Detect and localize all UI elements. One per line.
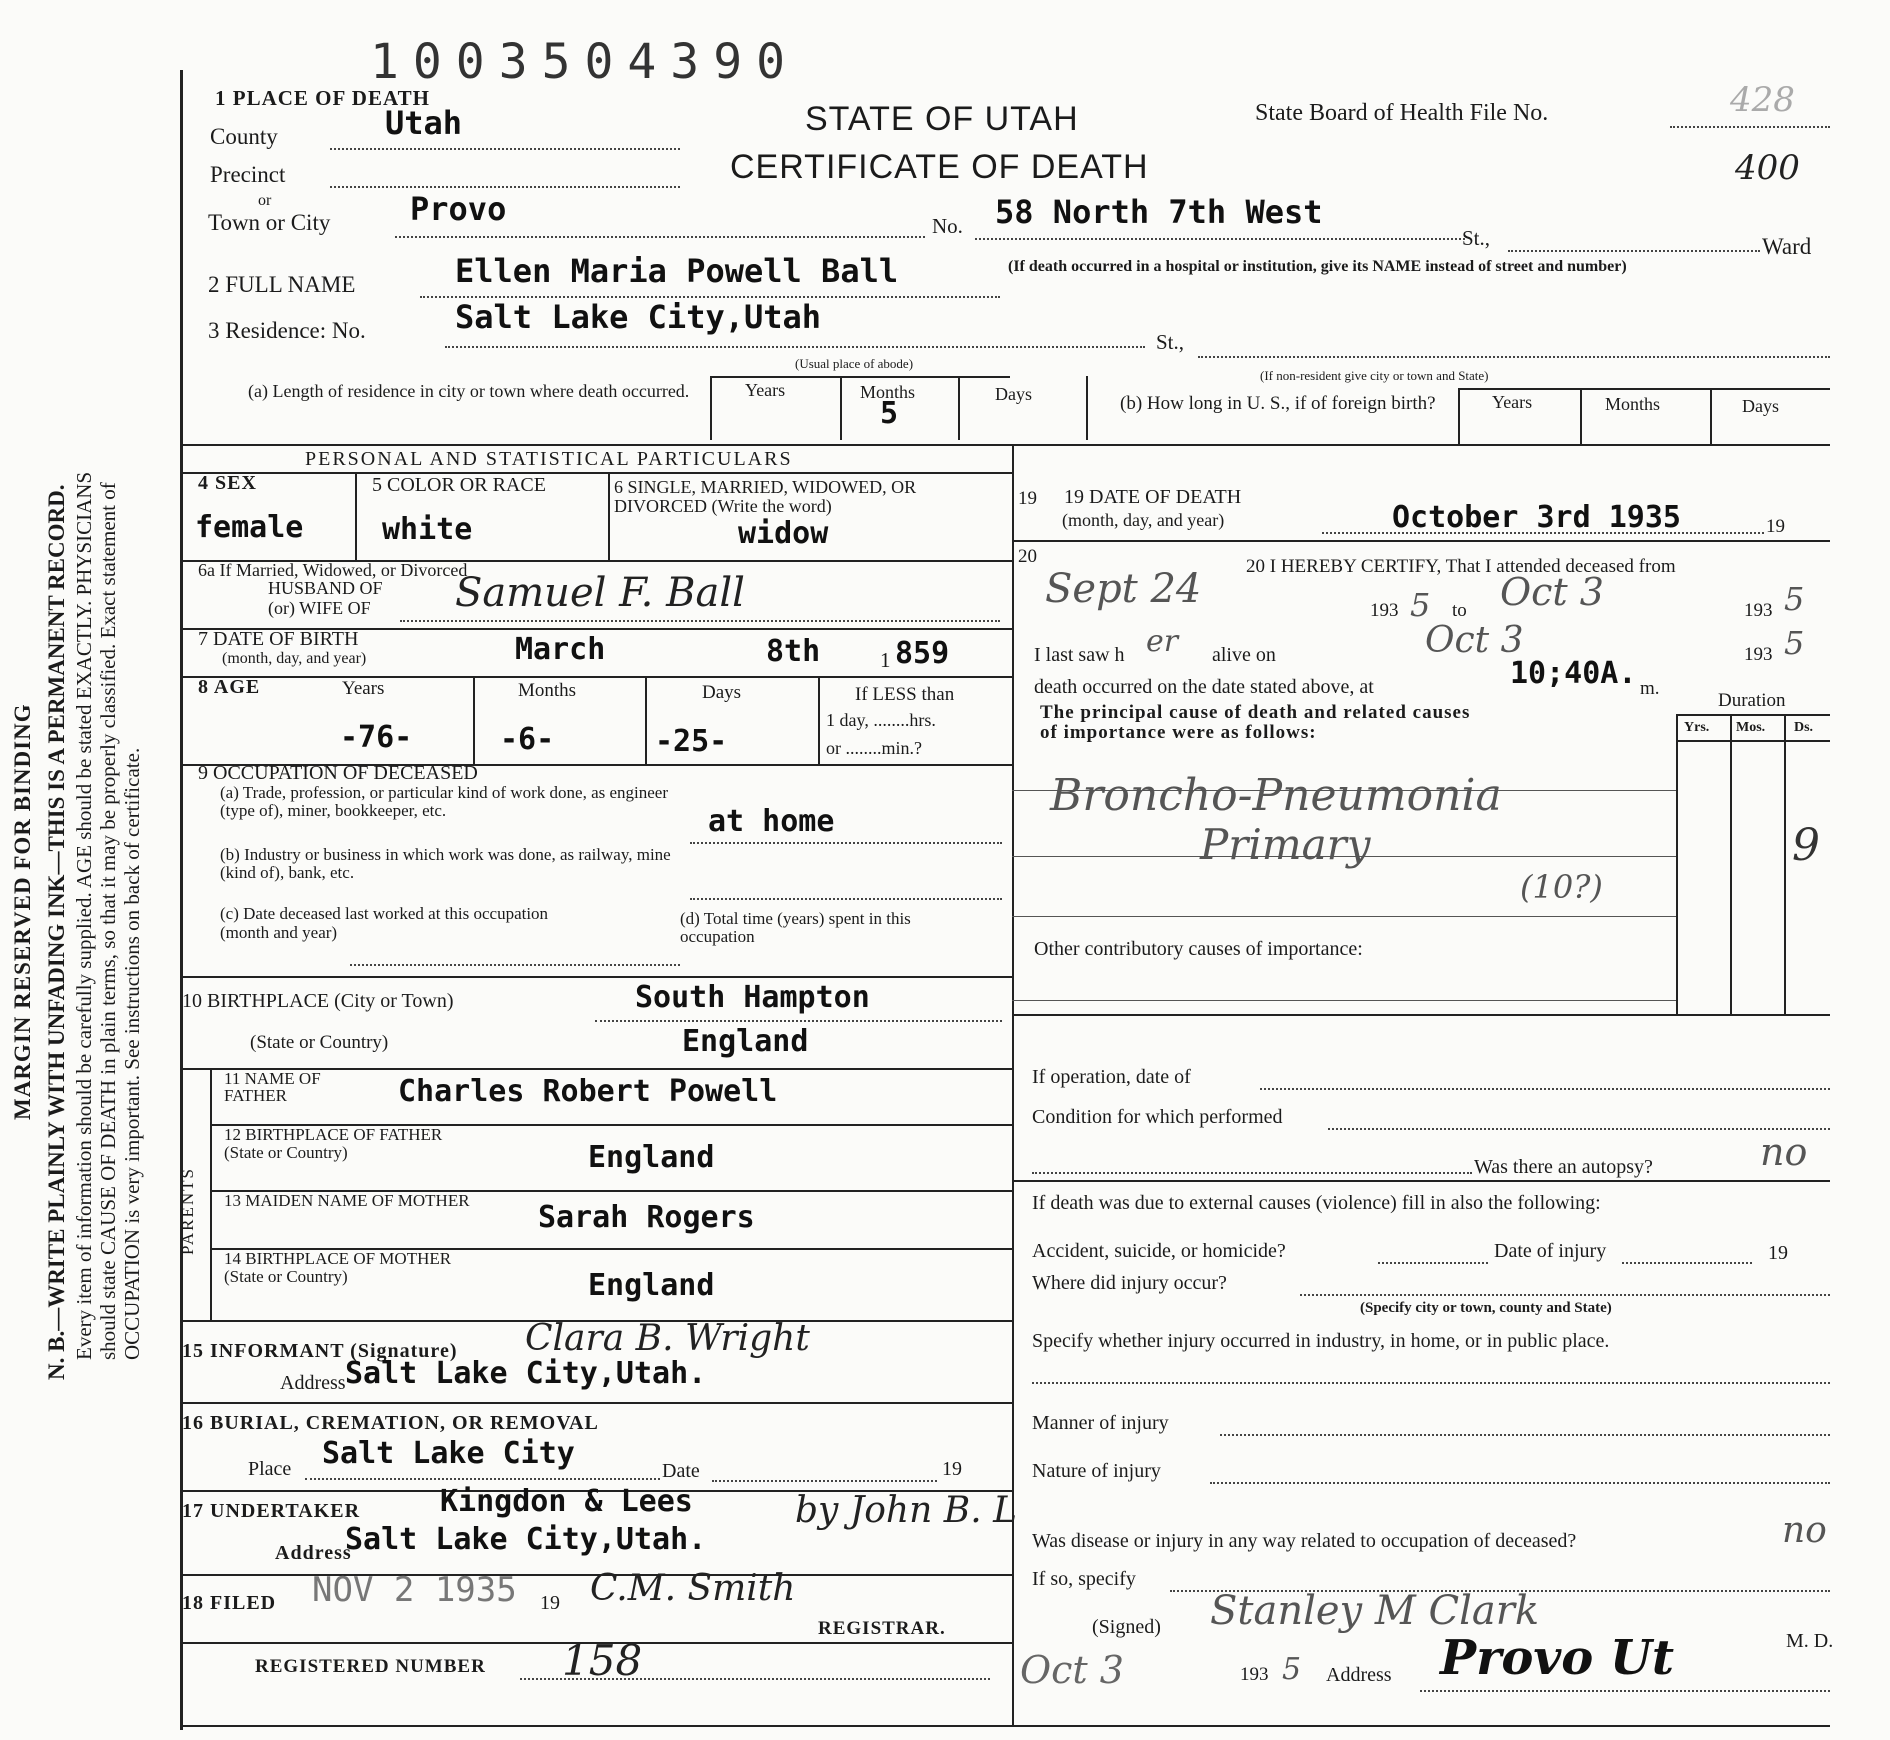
last-saw-year: 5 [1784,624,1805,662]
burial-label: 16 BURIAL, CREMATION, OR REMOVAL [182,1412,599,1434]
attended-to-year: 5 [1784,580,1805,618]
dod-19: 19 [1766,516,1785,537]
street-no-label: No. [932,214,963,238]
title-state: STATE OF UTAH [805,100,1079,138]
full-name-note: (If death occurred in a hospital or institution, give its NAME instead of street and number) [1008,258,1627,275]
attended-from: Sept 24 [1045,566,1202,612]
length-residence-label: (a) Length of residence in city or town where death occurred. [248,381,690,401]
alive-on-label: alive on [1212,644,1276,666]
residence-days-label: Days [995,384,1032,404]
residence-years-label: Years [745,380,786,400]
age-label: 8 AGE [198,676,261,698]
autopsy-value: no [1760,1130,1808,1174]
instruction-line-4: OCCUPATION is very important. See instructions on back of certificate. [120,747,144,1360]
dob-day: 8th [766,634,821,669]
marital-label: 6 SINGLE, MARRIED, WIDOWED, OR DIVORCED (Write the word) [614,477,917,516]
age-months: -6- [500,722,555,757]
father-value: Charles Robert Powell [398,1074,778,1109]
burial-place-label: Place [248,1458,292,1480]
less-label-2: 1 day, ........hrs. [826,710,936,730]
m-label: m. [1640,678,1660,699]
nature-label: Nature of injury [1032,1460,1161,1482]
undertaker-address: Salt Lake City,Utah. [345,1522,707,1557]
related-occupation-label: Was disease or injury in any way related to occupation of deceased? [1032,1530,1577,1552]
where-injury-note: (Specify city or town, county and State) [1360,1300,1612,1316]
dod-sub: (month, day, and year) [1062,510,1225,530]
attended-to-year-prefix: 193 [1744,600,1773,621]
informant-signature: Clara B. Wright [525,1318,810,1359]
operation-label: If operation, date of [1032,1066,1191,1088]
age-days-label: Days [702,682,742,703]
physician-address-label: Address [1326,1664,1392,1686]
informant-label: 15 INFORMANT (Signature) [182,1340,458,1362]
father-birthplace-value: England [588,1140,715,1175]
st-label: St., [1462,226,1491,250]
residence-months-value: 5 [880,396,899,431]
occurred-label: death occurred on the date stated above, at [1034,676,1374,698]
father-birthplace-label: 12 BIRTHPLACE OF FATHER (State or Country) [224,1125,443,1162]
burial-date-19: 19 [942,1458,962,1480]
filed-19: 19 [540,1592,560,1614]
cause-label-2: of importance were as follows: [1040,722,1317,743]
cause-line-1: Broncho-Pneumonia [1050,770,1502,821]
mother-label: 13 MAIDEN NAME OF MOTHER [224,1191,470,1210]
file-no-value: 428 [1730,80,1795,120]
file-no-alt: 400 [1735,148,1800,188]
registrar-signature: C.M. Smith [590,1568,796,1609]
cause-line-3: (10?) [1520,868,1603,906]
binding-margin-note: MARGIN RESERVED FOR BINDING [10,703,35,1120]
residence-value: Salt Lake City,Utah [455,298,822,336]
file-no-label: State Board of Health File No. [1255,100,1549,126]
dob-year: 859 [895,636,950,671]
regnum-label: REGISTERED NUMBER [255,1656,486,1677]
undertaker-signature: by John B. L [795,1490,1017,1531]
dob-sub: (month, day, and year) [222,650,367,667]
color-value: white [382,512,473,547]
foreign-birth-label: (b) How long in U. S., if of foreign birth? [1120,393,1436,414]
age-years: -76- [340,720,413,755]
md-label: M. D. [1786,1630,1834,1652]
residence-months-label: Months [860,382,916,402]
occupation-label: 9 OCCUPATION OF DECEASED [198,762,478,784]
dod-label: 19 DATE OF DEATH [1064,486,1242,508]
color-label: 5 COLOR OR RACE [372,474,546,496]
where-injury-label: Where did injury occur? [1032,1272,1227,1294]
duration-ds: Ds. [1794,720,1814,735]
town-value: Provo [410,190,507,228]
undertaker-value: Kingdon & Lees [440,1484,693,1519]
informant-address: Salt Lake City,Utah. [345,1356,707,1391]
ink-instruction: N. B.—WRITE PLAINLY WITH UNFADING INK—THIS IS A PERMANENT RECORD. [44,484,69,1380]
attended-from-year: 5 [1410,586,1431,624]
spouse-label-2: HUSBAND OF [268,578,383,598]
duration-mos: Mos. [1736,720,1766,735]
specify-injury-label: Specify whether injury occurred in industry, in home, or in public place. [1032,1330,1610,1352]
time-value: 10;40A. [1510,656,1637,691]
nonresident-note: (If non-resident give city or town and State) [1260,368,1489,383]
town-label: Town or City [208,210,331,235]
birthplace-city: South Hampton [635,980,870,1015]
birthplace-country: England [682,1024,809,1059]
dob-label: 7 DATE OF BIRTH [198,628,359,650]
cause-duration-days: 9 [1792,820,1820,871]
cause-line-2: Primary [1200,820,1371,869]
less-label-1: If LESS than [855,684,955,705]
frame-bottom [180,1725,1830,1727]
mother-value: Sarah Rogers [538,1200,755,1235]
spouse-label-3: (or) WIFE OF [268,598,371,618]
filed-label: 18 FILED [182,1592,277,1614]
cause-label-1: The principal cause of death and related causes [1040,702,1471,723]
occupation-a-label: (a) Trade, profession, or particular kind of work done, as engineer (type of), miner, bookkeeper, etc. [220,783,669,820]
registrar-label: REGISTRAR. [818,1618,946,1639]
birthplace-label: 10 BIRTHPLACE (City or Town) [182,990,454,1012]
filed-stamp: NOV 2 1935 [312,1570,517,1610]
age-days: -25- [655,724,728,759]
burial-date-label: Date [662,1460,700,1482]
serial-number: 1003504390 [370,34,799,90]
if-so-label: If so, specify [1032,1568,1136,1590]
undertaker-label: 17 UNDERTAKER [182,1500,361,1522]
sex-value: female [195,510,304,545]
last-saw-year-prefix: 193 [1744,644,1773,665]
signed-date: Oct 3 [1020,1648,1124,1692]
father-label: 11 NAME OF FATHER [224,1069,321,1105]
informant-address-label: Address [280,1372,346,1394]
title-certificate: CERTIFICATE OF DEATH [730,148,1149,186]
mother-birthplace-value: England [588,1268,715,1303]
to-label: to [1452,600,1467,621]
spouse-signature: Samuel F. Ball [455,570,745,616]
occupation-b-label: (b) Industry or business in which work was done, as railway, mine (kind of), bank, etc. [220,845,671,882]
ward-label: Ward [1762,234,1812,259]
attended-to: Oct 3 [1500,570,1604,614]
condition-label: Condition for which performed [1032,1106,1283,1128]
age-months-label: Months [518,680,577,701]
us-months-label: Months [1605,394,1661,414]
undertaker-address-label: Address [275,1542,352,1564]
or-label: or [258,192,272,209]
regnum-value: 158 [562,1636,643,1685]
dob-month: March [515,632,606,667]
precinct-label: Precinct [210,162,286,187]
street-value: 58 North 7th West [995,193,1323,231]
related-occupation-value: no [1782,1510,1827,1551]
duration-yrs: Yrs. [1684,720,1710,735]
accident-label: Accident, suicide, or homicide? [1032,1240,1286,1262]
usual-abode-note: (Usual place of abode) [795,356,914,371]
occupation-c-label: (c) Date deceased last worked at this occupation (month and year) [220,904,549,942]
signed-year: 5 [1282,1652,1302,1687]
full-name-value: Ellen Maria Powell Ball [455,252,899,290]
personal-section-title: PERSONAL AND STATISTICAL PARTICULARS [305,448,793,470]
sex-label: 4 SEX [198,472,257,494]
column-divider [1012,444,1014,1725]
instruction-line-2: Every item of information should be carefully supplied. AGE should be stated EXACTLY. PHYSICIANS [72,471,96,1360]
birthplace-state-label: (State or Country) [250,1032,389,1053]
signed-label: (Signed) [1092,1616,1161,1638]
us-years-label: Years [1492,392,1533,412]
physician-address: Provo Ut [1440,1630,1675,1686]
marital-value: widow [738,516,829,551]
county-value: Utah [385,104,463,142]
residence-st-label: St., [1156,330,1185,354]
less-label-3: or ........min.? [826,738,922,758]
residence-label: 3 Residence: No. [208,318,366,343]
external-causes-label: If death was due to external causes (violence) fill in also the following: [1032,1192,1601,1214]
spouse-label-1: 6a If Married, Widowed, or Divorced [198,560,468,580]
last-saw-date: Oct 3 [1425,620,1524,661]
us-days-label: Days [1742,396,1779,416]
injury-19: 19 [1768,1242,1788,1264]
physician-signature: Stanley M Clark [1210,1588,1540,1634]
place-of-death-label: 1 PLACE OF DEATH [215,86,430,110]
manner-label: Manner of injury [1032,1412,1169,1434]
age-years-label: Years [342,678,385,699]
occupation-d-label: (d) Total time (years) spent in this occupation [680,909,911,946]
burial-place: Salt Lake City [322,1436,575,1471]
dob-year-prefix: 1 [880,648,891,672]
frame-left [180,70,183,1730]
attended-year-prefix: 193 [1370,600,1399,621]
last-saw-label: I last saw h [1034,644,1125,666]
other-causes-label: Other contributory causes of importance: [1034,938,1363,960]
mother-birthplace-label: 14 BIRTHPLACE OF MOTHER (State or Country) [224,1249,452,1286]
dod-number: 19 [1018,488,1037,509]
parents-label: PARENTS [178,1166,197,1255]
instruction-line-3: should state CAUSE OF DEATH in plain terms, so that it may be properly classified. Exact statement of [96,482,120,1360]
occupation-value: at home [708,804,835,839]
certify-number: 20 [1018,546,1037,567]
duration-label: Duration [1718,690,1786,711]
certify-label: 20 I HEREBY CERTIFY, That I attended deceased from [1246,556,1676,577]
signed-year-prefix: 193 [1240,1664,1269,1685]
full-name-label: 2 FULL NAME [208,272,356,297]
injury-date-label: Date of injury [1494,1240,1607,1262]
dod-value: October 3rd 1935 [1392,500,1681,535]
autopsy-label: Was there an autopsy? [1474,1156,1653,1178]
last-saw-pronoun: er [1146,624,1179,659]
county-label: County [210,124,278,149]
